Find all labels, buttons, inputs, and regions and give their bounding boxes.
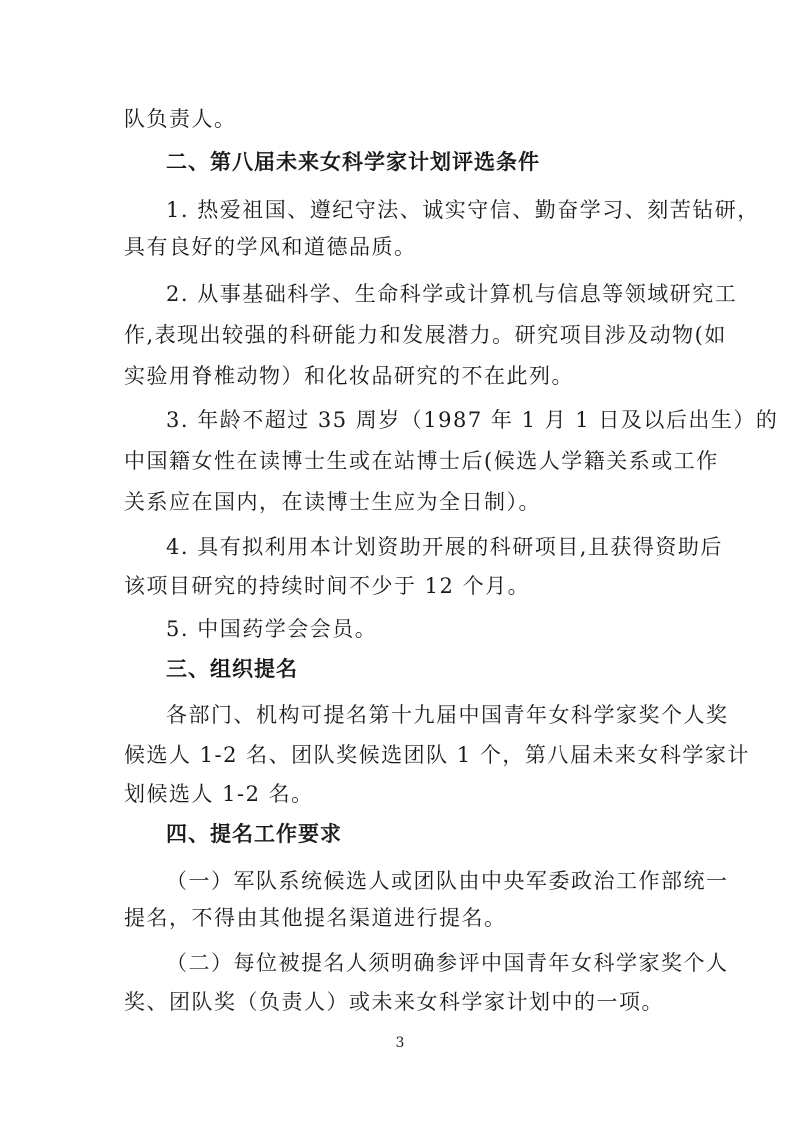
paragraph-line: 关系应在国内，在读博士生应为全日制）。 bbox=[124, 490, 541, 514]
paragraph-line: 4. 具有拟利用本计划资助开展的科研项目,且获得资助后 bbox=[166, 535, 723, 559]
paragraph-line: 实验用脊椎动物）和化妆品研究的不在此列。 bbox=[124, 364, 574, 388]
paragraph-line: 5. 中国药学会会员。 bbox=[166, 617, 378, 641]
paragraph-line: 3. 年龄不超过 35 周岁（1987 年 1 月 1 日及以后出生）的 bbox=[166, 408, 779, 432]
paragraph-line: 候选人 1-2 名、团队奖候选团队 1 个，第八届未来女科学家计 bbox=[124, 743, 750, 767]
paragraph-line: （一）军队系统候选人或团队由中央军委政治工作部统一 bbox=[166, 869, 729, 893]
paragraph-line: 2. 从事基础科学、生命科学或计算机与信息等领域研究工 bbox=[166, 282, 738, 306]
paragraph-line: 各部门、机构可提名第十九届中国青年女科学家奖个人奖 bbox=[166, 703, 729, 727]
paragraph-line: 具有良好的学风和道德品质。 bbox=[124, 235, 417, 259]
paragraph-line: 中国籍女性在读博士生或在站博士后(候选人学籍关系或工作 bbox=[124, 449, 719, 473]
section-heading-3: 三、组织提名 bbox=[166, 657, 298, 681]
paragraph-line: 奖、团队奖（负责人）或未来女科学家计划中的一项。 bbox=[124, 990, 664, 1014]
section-heading-4: 四、提名工作要求 bbox=[166, 822, 342, 846]
paragraph-line: 1. 热爱祖国、遵纪守法、诚实守信、勤奋学习、刻苦钻研， bbox=[166, 198, 760, 222]
paragraph-line: 作,表现出较强的科研能力和发展潜力。研究项目涉及动物(如 bbox=[124, 323, 727, 347]
paragraph-line: 划候选人 1-2 名。 bbox=[124, 782, 314, 806]
paragraph-line: 该项目研究的持续时间不少于 12 个月。 bbox=[124, 574, 531, 598]
paragraph-line: 队负责人。 bbox=[124, 107, 237, 131]
paragraph-line: （二）每位被提名人须明确参评中国青年女科学家奖个人 bbox=[166, 951, 729, 975]
page-number: 3 bbox=[395, 1035, 405, 1051]
section-heading-2: 二、第八届未来女科学家计划评选条件 bbox=[166, 150, 540, 174]
paragraph-line: 提名，不得由其他提名渠道进行提名。 bbox=[124, 906, 507, 930]
